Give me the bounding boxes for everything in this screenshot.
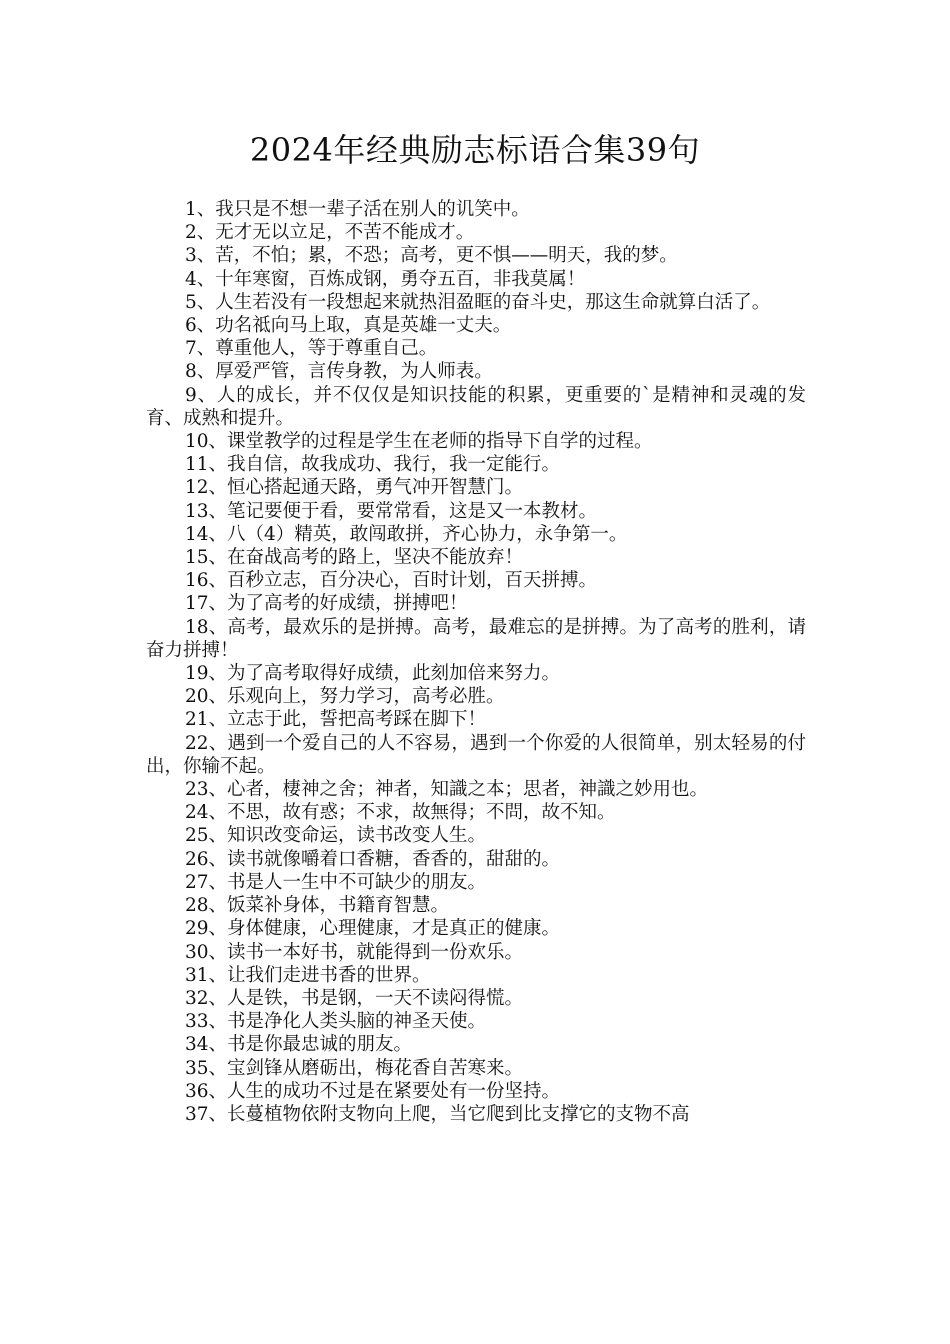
slogan-item-15: 15、在奋战高考的路上，坚决不能放弃！: [185, 547, 524, 569]
slogan-item-27: 27、书是人一生中不可缺少的朋友。: [185, 871, 487, 893]
slogan-item-7: 7、尊重他人，等于尊重自己。: [185, 338, 438, 360]
slogan-item-10: 10、课堂教学的过程是学生在老师的指导下自学的过程。: [185, 431, 653, 453]
document-body: [146, 198, 806, 1126]
slogan-item-4: 4、十年寒窗，百炼成钢，勇夺五百，非我莫属！: [185, 268, 586, 290]
slogan-item-20: 20、乐观向上，努力学习，高考必胜。: [185, 686, 505, 708]
slogan-item-17: 17、为了高考的好成绩，拼搏吧！: [185, 593, 468, 615]
slogan-item-5: 5、人生若没有一段想起来就热泪盈眶的奋斗史，那这生命就算白活了。: [185, 291, 771, 313]
slogan-item-24: 24、不思，故有惑；不求，故無得；不問，故不知。: [185, 802, 616, 824]
slogan-item-3: 3、苦，不怕；累，不恐；高考，更不惧——明天，我的梦。: [185, 245, 678, 267]
document-title: 2024年经典励志标语合集39句: [249, 131, 701, 169]
slogan-item-31: 31、让我们走进书香的世界。: [185, 964, 431, 986]
slogan-item-37: 37、长蔓植物依附支物向上爬，当它爬到比支撑它的支物不高: [185, 1103, 690, 1125]
slogan-item-2: 2、无才无以立足，不苦不能成才。: [185, 222, 475, 244]
slogan-item-36: 36、人生的成功不过是在紧要处有一份坚持。: [185, 1080, 561, 1102]
slogan-item-18: 18、高考，最欢乐的是拼搏。高考，最难忘的是拼搏。为了高考的胜利，请奋力拼搏！: [146, 616, 806, 661]
slogan-item-33: 33、书是净化人类头脑的神圣天使。: [185, 1011, 487, 1033]
slogan-item-29: 29、身体健康，心理健康，才是真正的健康。: [185, 918, 561, 940]
slogan-item-28: 28、饭菜补身体，书籍育智慧。: [185, 895, 450, 917]
slogan-item-30: 30、读书一本好书，就能得到一份欢乐。: [185, 941, 524, 963]
slogan-item-35: 35、宝剑锋从磨砺出，梅花香自苦寒来。: [185, 1057, 524, 1079]
slogan-item-34: 34、书是你最忠诚的朋友。: [185, 1034, 413, 1056]
slogan-item-16: 16、百秒立志，百分决心，百时计划，百天拼搏。: [185, 570, 598, 592]
slogan-item-22: 22、遇到一个爱自己的人不容易，遇到一个你爱的人很简单，别太轻易的付出，你输不起。: [146, 732, 806, 777]
slogan-item-32: 32、人是铁，书是钢，一天不读闷得慌。: [185, 987, 524, 1009]
slogan-item-8: 8、厚爱严管，言传身教，为人师表。: [185, 361, 493, 383]
slogan-item-13: 13、笔记要便于看，要常常看，这是又一本教材。: [185, 500, 598, 522]
slogan-item-12: 12、恒心搭起通天路，勇气冲开智慧门。: [185, 477, 524, 499]
slogan-item-14: 14、八（4）精英，敢闯敢拼，齐心协力，永争第一。: [185, 523, 628, 545]
slogan-item-6: 6、功名祗向马上取，真是英雄一丈夫。: [185, 315, 512, 337]
slogan-item-19: 19、为了高考取得好成绩，此刻加倍来努力。: [185, 663, 561, 685]
slogan-item-25: 25、知识改变命运，读书改变人生。: [185, 825, 487, 847]
slogan-item-26: 26、读书就像嚼着口香糖，香香的，甜甜的。: [185, 848, 561, 870]
slogan-item-9: 9、人的成长，并不仅仅是知识技能的积累，更重要的`是精神和灵魂的发育、成熟和提升。: [146, 384, 806, 429]
slogan-item-1: 1、我只是不想一辈子活在别人的讥笑中。: [185, 199, 530, 220]
slogan-item-21: 21、立志于此，誓把高考踩在脚下！: [185, 709, 487, 731]
slogan-item-11: 11、我自信，故我成功、我行，我一定能行。: [185, 454, 561, 476]
slogan-item-23: 23、心者，棲神之舍；神者，知識之本；思者，神識之妙用也。: [185, 779, 709, 801]
